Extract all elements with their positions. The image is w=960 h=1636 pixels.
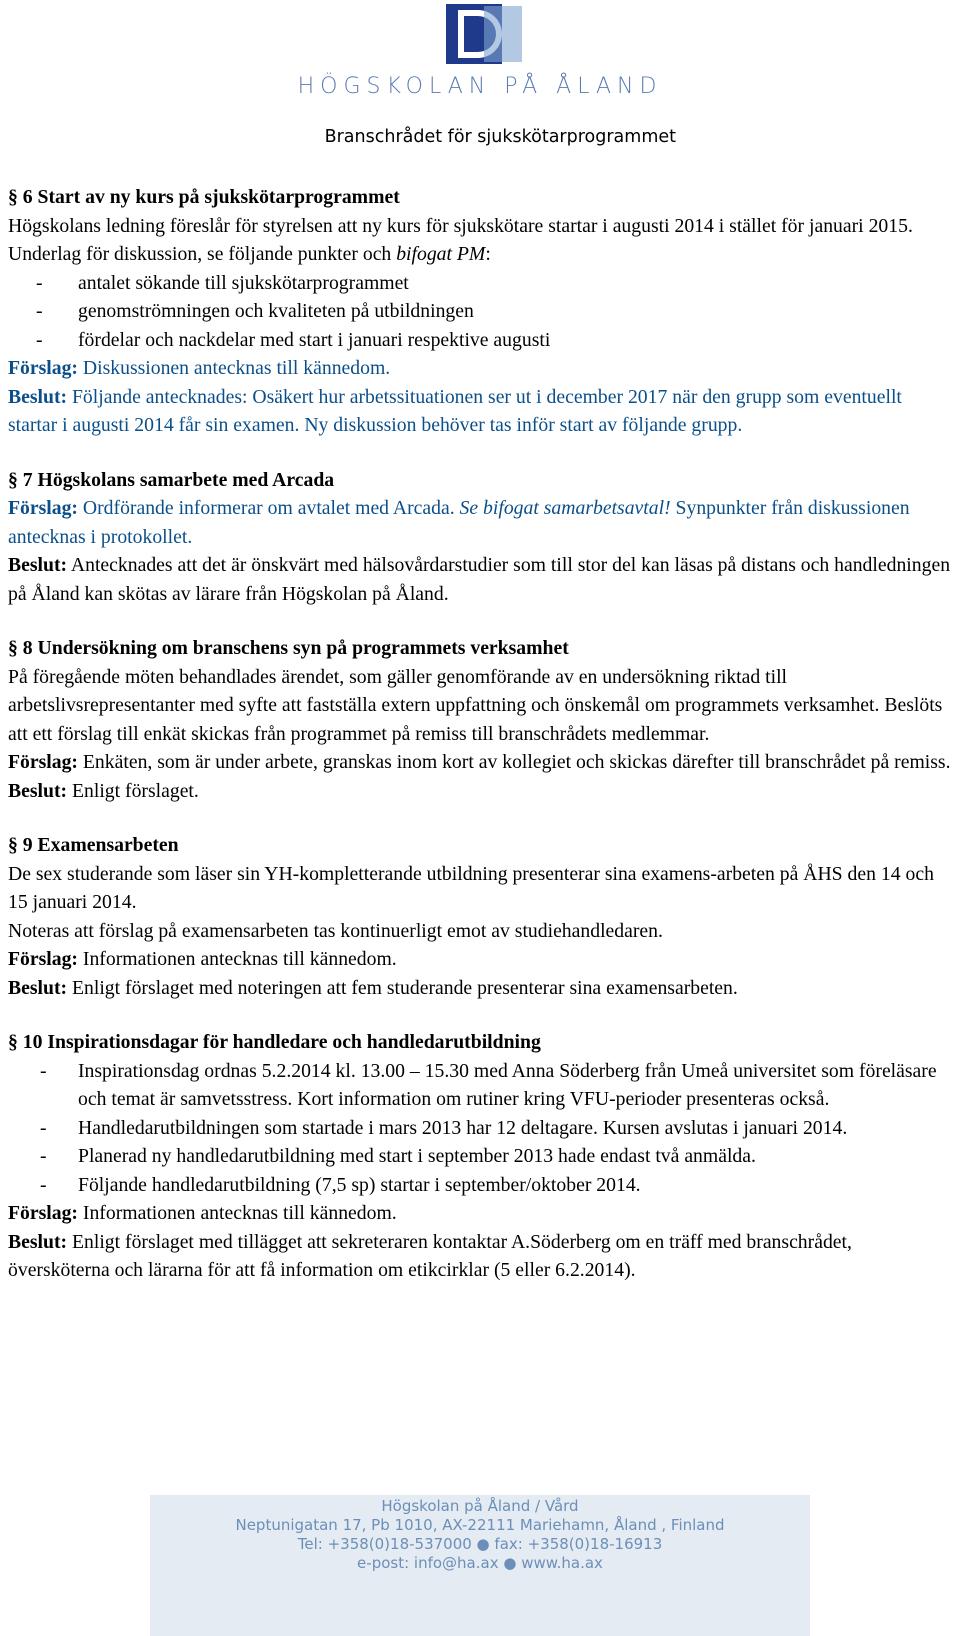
minutes-body [8,183,953,1285]
logo-wordmark: HÖGSKOLAN PÅ ÅLAND [297,74,663,99]
list-item: - Inspirationsdag ordnas 5.2.2014 kl. 13.00 – 15.30 med Anna Söderberg från Umeå universitet som föreläsare och temat är samvetsstress. Kort information om rutiner kring VFU-perioder presenteras också. [8,1057,953,1114]
footer-line: Högskolan på Åland / Vård [381,1497,579,1515]
footer-line: Neptunigatan 17, Pb 1010, AX-22111 Mariehamn, Åland , Finland [235,1516,725,1534]
section-heading: § 6 Start av ny kurs på sjukskötarprogrammet [8,186,400,208]
forslag-line: Förslag: Informationen antecknas till kännedom. [8,948,397,970]
section-7 [8,466,953,609]
beslut-line: Beslut: Antecknades att det är önskvärt med hälsovårdarstudier som till stor del kan läsas på distans och handledningen på Åland kan skötas av lärare från Högskolan på Åland. [8,554,951,605]
forslag-line: Förslag: Enkäten, som är under arbete, granskas inom kort av kollegiet och skickas därefter till branschrådet på remiss. [8,751,951,773]
beslut-line: Beslut: Enligt förslaget med tillägget att sekreteraren kontaktar A.Söderberg om en träff med branschrådet, översköterna och lärarna för att få information om etikcirklar (5 eller 6.2.2014). [8,1230,852,1281]
footer-line: e-post: info@ha.ax ● www.ha.ax [357,1554,603,1572]
list-item: - genomströmningen och kvaliteten på utbildningen [8,297,953,326]
section-6 [8,183,953,440]
list-item: - Följande handledarutbildning (7,5 sp) startar i september/oktober 2014. [8,1171,953,1200]
list-item: - Handledarutbildningen som startade i mars 2013 har 12 deltagare. Kursen avslutas i januari 2014. [8,1114,953,1143]
document-subheading: Branschrådet för sjukskötarprogrammet [324,127,676,147]
section-note: Noteras att förslag på examensarbeten tas kontinuerligt emot av studiehandledaren. [8,919,663,942]
section-body: De sex studerande som läser sin YH-kompletterande utbildning presenterar sina examens-arbeten på ÅHS den 14 och 15 januari 2014. [8,862,934,913]
forslag-line: Förslag: Informationen antecknas till kännedom. [8,1202,397,1224]
beslut-line: Beslut: Enligt förslaget med noteringen att fem studerande presenterar sina examensarbeten. [8,976,738,999]
inspiration-points-list [8,1057,953,1200]
section-heading: § 8 Undersökning om branschens syn på programmets verksamhet [8,637,569,659]
section-heading: § 9 Examensarbeten [8,834,179,856]
beslut-line: Beslut: Följande antecknades: Osäkert hur arbetssituationen ser ut i december 2017 när den grupp som eventuellt startar i augusti 2014 får sin examen. Ny diskussion behöver tas inför start av följande grupp. [8,385,902,436]
section-9 [8,831,953,1002]
section-heading: § 10 Inspirationsdagar för handledare och handledarutbildning [8,1031,541,1053]
section-body: På föregående möten behandlades ärendet, som gäller genomförande av en undersökning riktad till arbetslivsrepresentanter med syfte att fastställa extern uppfattning och önskemål om programmets verksamhet. Beslöts att ett förslag till enkät skickas från programmet på remiss till branschrådets medlemmar. [8,665,943,745]
list-item: - Planerad ny handledarutbildning med start i september 2013 hade endast två anmälda. [8,1142,953,1171]
forslag-line: Förslag: Diskussionen antecknas till kännedom. [8,357,391,379]
section-intro: Högskolans ledning föreslår för styrelsen att ny kurs för sjukskötare startar i augusti 2014 i stället för januari 2015. Underlag för diskussion, se följande punkter och bifogat PM: [8,214,913,265]
forslag-line: Förslag: Ordförande informerar om avtalet med Arcada. Se bifogat samarbetsavtal! Synpunkter från diskussionen antecknas i protokollet. [8,497,910,548]
beslut-line: Beslut: Enligt förslaget. [8,779,199,802]
section-8 [8,634,953,805]
section-10 [8,1028,953,1285]
footer-contact [0,1497,960,1573]
letterhead [0,0,960,160]
footer-line: Tel: +358(0)18-537000 ● fax: +358(0)18-16913 [297,1535,663,1553]
discussion-points-list [8,269,953,355]
letterhead-footer [0,1495,960,1636]
list-item: - antalet sökande till sjukskötarprogrammet [8,269,953,298]
list-item: - fördelar och nackdelar med start i januari respektive augusti [8,326,953,355]
section-heading: § 7 Högskolans samarbete med Arcada [8,468,335,491]
hogskolan-logo-icon [444,2,524,66]
